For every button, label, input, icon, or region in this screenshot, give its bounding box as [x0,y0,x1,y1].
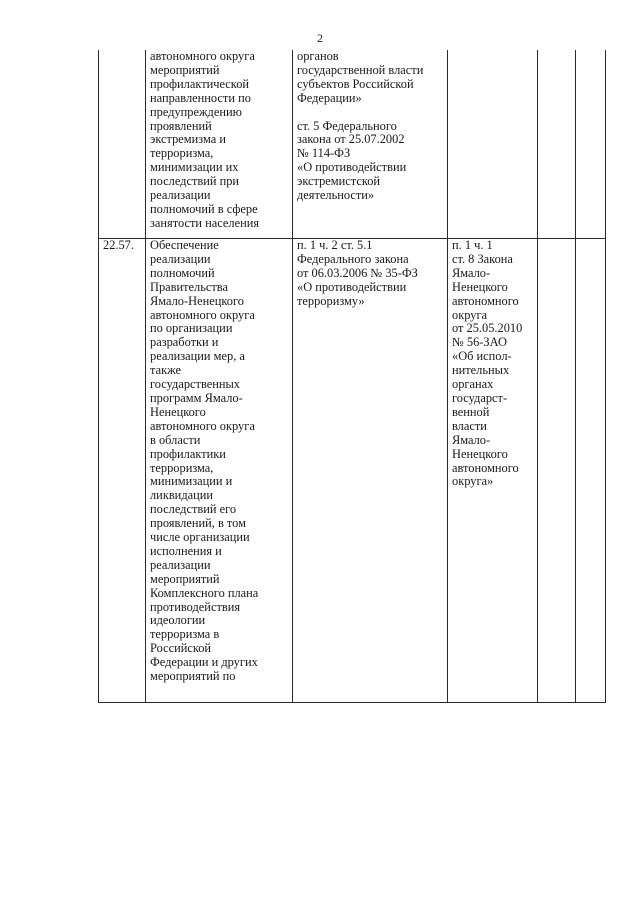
table-row [99,239,606,703]
federal-law-line: Федерального закона [297,251,409,266]
row-number: 22.57. [103,238,134,252]
regional-law-line: «Об испол- [452,349,512,364]
regional-law-line: от 25.05.2010 [452,321,523,336]
federal-law-line: «О противодействии [297,279,407,294]
authority-line: терроризма в [150,627,220,642]
federal-law-line: экстремистской [297,174,381,189]
authority-line: автономного округа [150,418,255,433]
empty-cell [538,50,576,239]
authority-line: Ненецкого [150,404,206,419]
legal-table [98,50,606,703]
page-number: 2 [317,31,323,45]
federal-law-line: деятельности» [297,188,375,203]
authority-line: в области [150,432,201,447]
federal-law-cell [293,239,448,703]
authority-cell [146,50,293,239]
regional-law-line: № 56-ЗАО [452,335,507,350]
regional-law-line: венной [452,404,490,419]
federal-law-line: Федерации» [297,90,362,105]
row-number-cell [99,50,146,239]
authority-line: полномочий в сфере [150,201,258,216]
authority-line: экстремизма и [150,132,226,147]
authority-line: Комплексного плана [150,585,259,600]
authority-line: минимизации и [150,474,233,489]
regional-law-line: власти [452,418,487,433]
regional-law-line: Ямало- [452,265,491,280]
authority-line: по организации [150,321,233,336]
authority-line: профилактики [150,446,226,461]
authority-line: реализации мер, а [150,349,245,364]
authority-line: мероприятий [150,571,220,586]
authority-cell [146,239,293,703]
authority-line: полномочий [150,265,215,280]
authority-line: занятости населения [150,215,260,230]
federal-law-line: терроризму» [297,293,365,308]
regional-law-line: Ненецкого [452,446,508,461]
federal-law-line: ст. 5 Федерального [297,118,397,133]
regional-law-line: округа [452,307,488,322]
authority-line: Федерации и других [150,655,258,670]
federal-law-line: органов [297,50,339,63]
authority-line: программ Ямало- [150,390,243,405]
authority-line: противодействия [150,599,241,614]
empty-cell [538,239,576,703]
regional-law-line: ст. 8 Закона [452,251,513,266]
federal-law-line: «О противодействии [297,160,407,175]
authority-line: Правительства [150,279,228,294]
authority-line: реализации [150,188,211,203]
regional-law-line: Ненецкого [452,279,508,294]
regional-law-cell [448,239,538,703]
authority-line: Российской [150,641,212,656]
empty-cell [576,50,606,239]
authority-line: реализации [150,251,211,266]
regional-law-line: Ямало- [452,432,491,447]
federal-law-line: от 06.03.2006 № 35-ФЗ [297,265,418,280]
table-row [99,50,606,239]
authority-line: также [150,363,181,378]
row-number-cell [99,239,146,703]
regional-law-line: автономного [452,293,519,308]
empty-cell [576,239,606,703]
authority-line: государственных [150,377,241,392]
regional-law-line: нительных [452,363,510,378]
authority-line: профилактической [150,76,250,91]
authority-line: автономного округа [150,50,255,63]
authority-line: терроризма, [150,460,214,475]
authority-line: Обеспечение [150,238,219,252]
authority-line: последствий его [150,502,237,517]
authority-line: реализации [150,557,211,572]
authority-line: последствий при [150,174,240,189]
authority-line: разработки и [150,335,219,350]
authority-line: минимизации их [150,160,239,175]
federal-law-line: п. 1 ч. 2 ст. 5.1 [297,238,373,252]
authority-line: направленности по [150,90,251,105]
regional-law-line: п. 1 ч. 1 [452,238,493,252]
authority-line: числе организации [150,530,250,545]
regional-law-line: органах [452,377,494,392]
regional-law-line: государст- [452,390,508,405]
regional-law-line: округа» [452,474,494,489]
paragraph-gap [297,106,445,120]
authority-line: автономного округа [150,307,255,322]
federal-law-line: субъектов Российской [297,76,414,91]
regional-law-cell [448,50,538,239]
authority-line: исполнения и [150,543,222,558]
authority-line: предупреждению [150,104,242,119]
federal-law-line: государственной власти [297,62,424,77]
federal-law-cell [293,50,448,239]
authority-line: мероприятий по [150,669,236,684]
authority-line: проявлений [150,118,212,133]
federal-law-line: закона от 25.07.2002 [297,132,405,147]
authority-line: идеологии [150,613,206,628]
authority-line: терроризма, [150,146,214,161]
federal-law-line: № 114-ФЗ [297,146,351,161]
authority-line: мероприятий [150,62,220,77]
authority-line: Ямало-Ненецкого [150,293,244,308]
authority-line: проявлений, в том [150,516,246,531]
authority-line: ликвидации [150,488,214,503]
regional-law-line: автономного [452,460,519,475]
